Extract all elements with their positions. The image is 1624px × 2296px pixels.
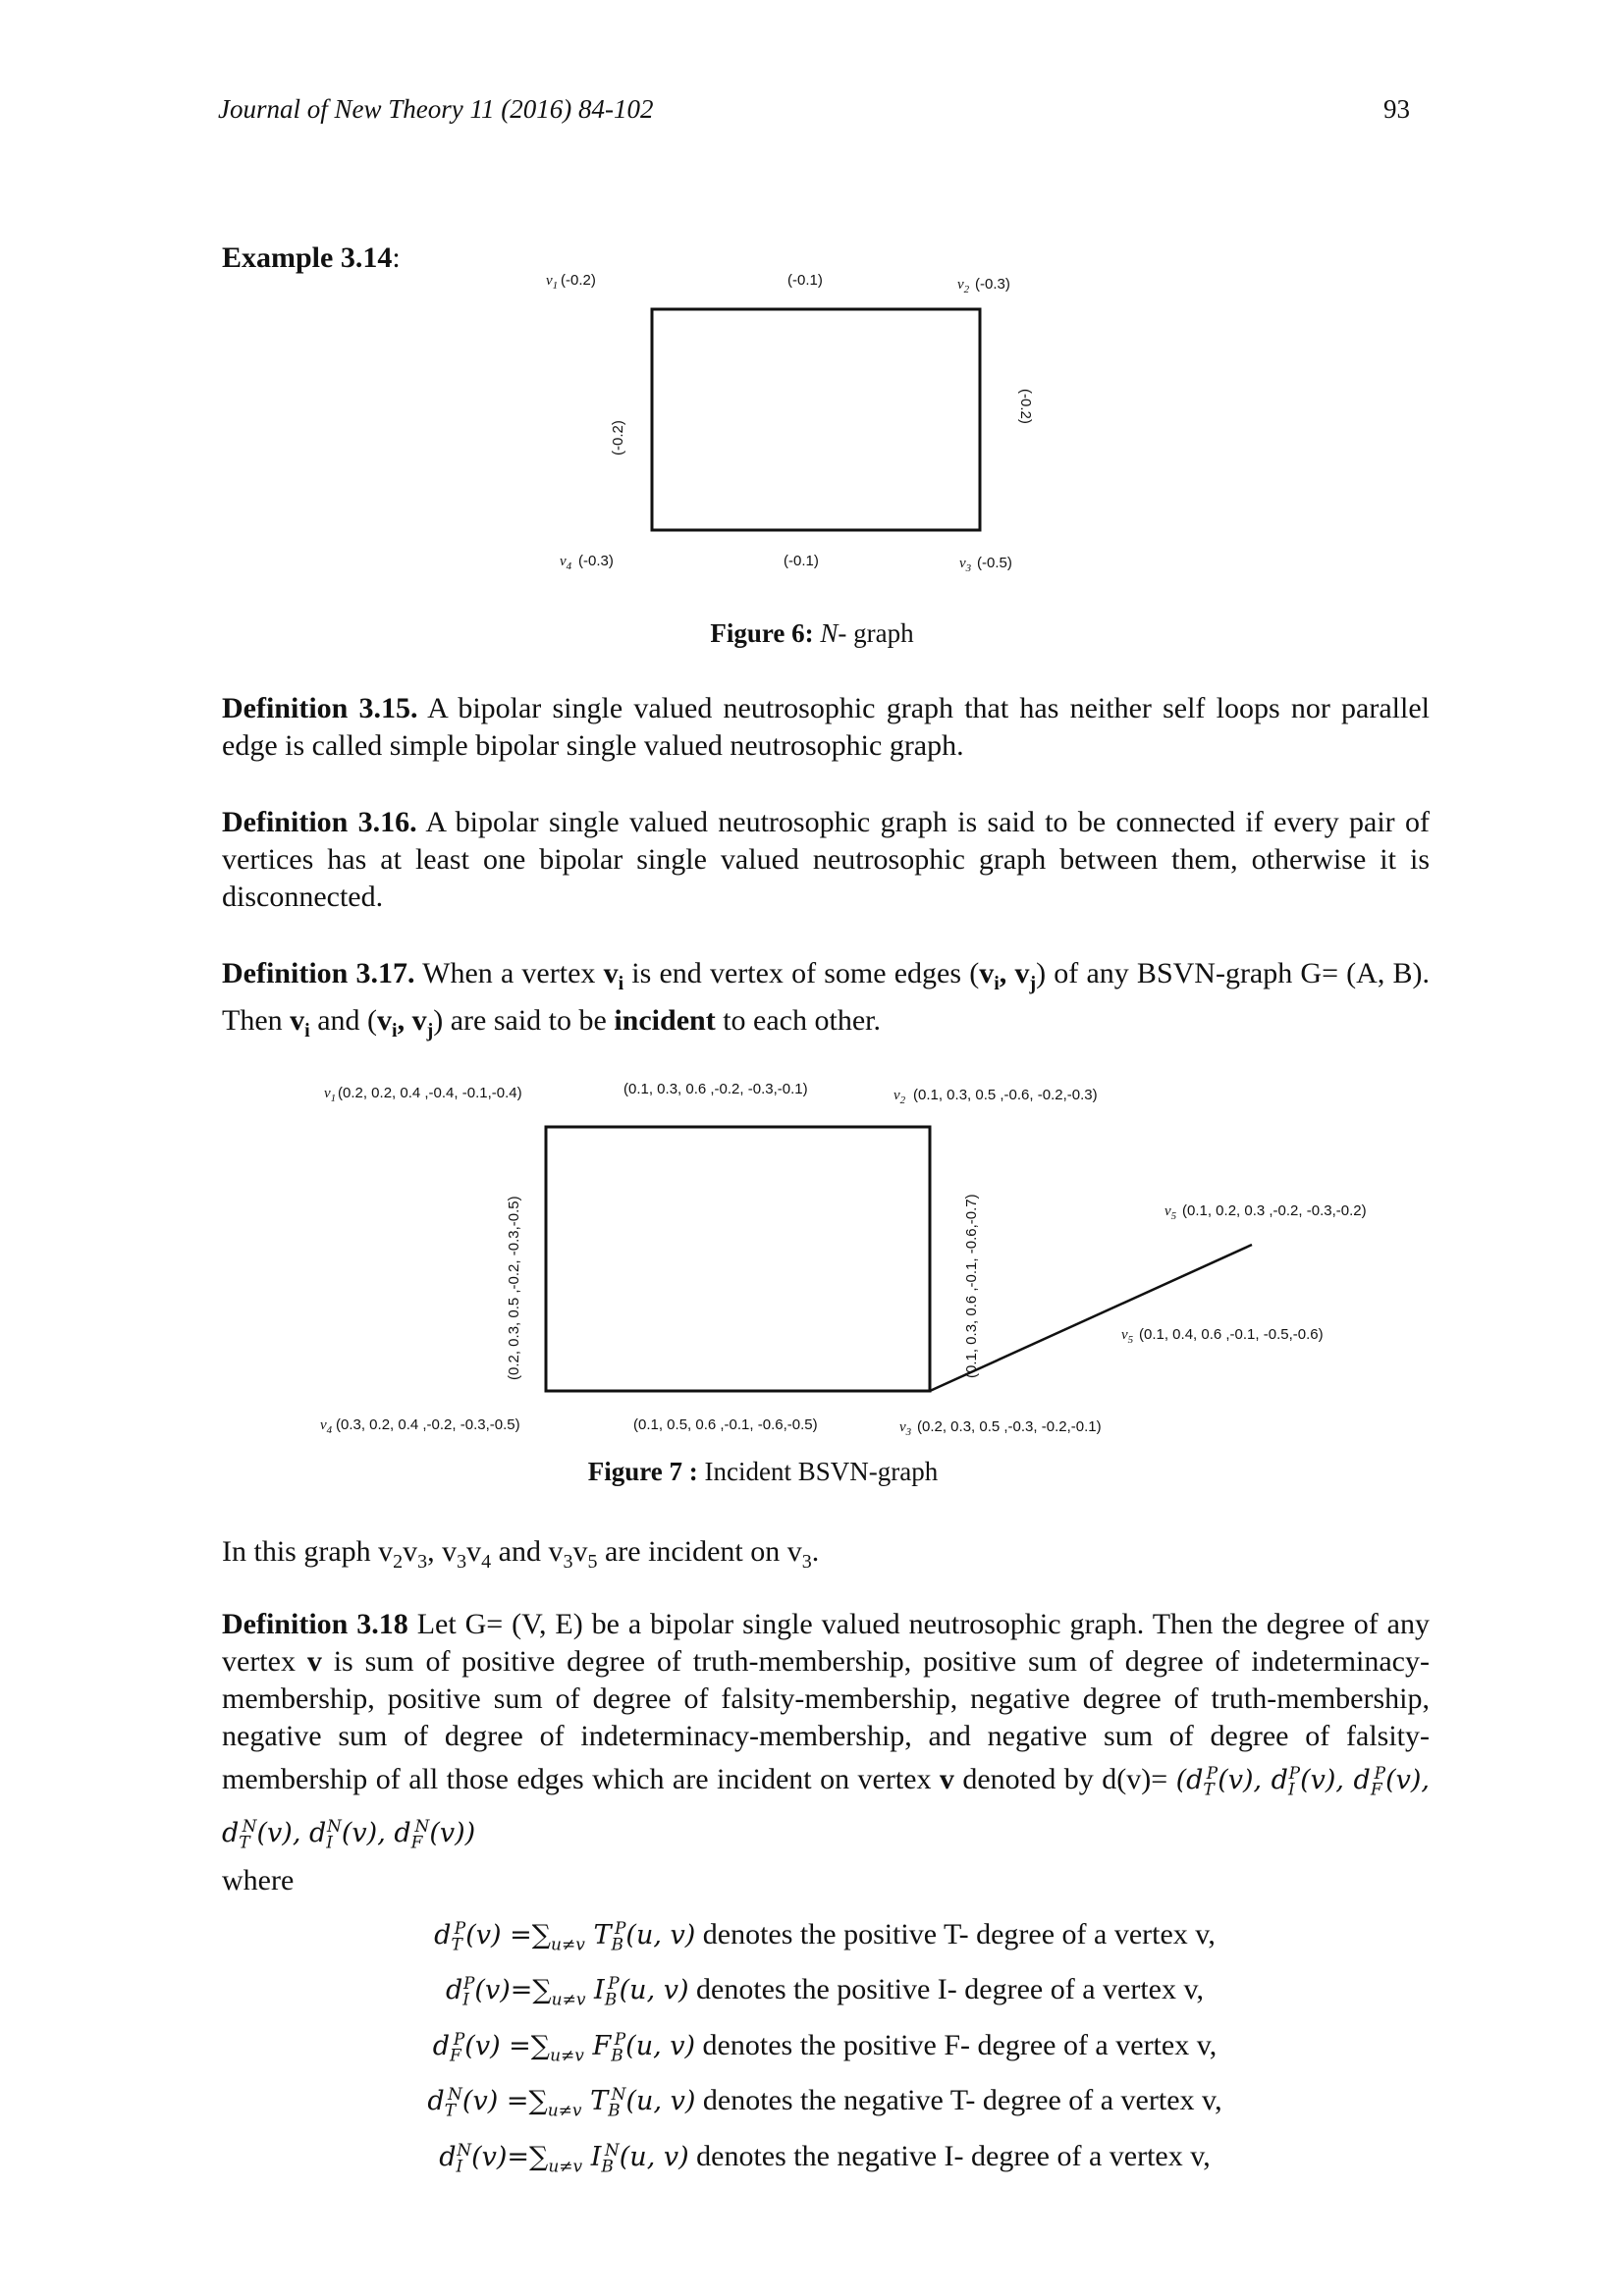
definition-3-16-text: A bipolar single valued neutrosophic graph is said to be connected if every pair of vertices has at least one bipolar single valued neutrosophic graph between them, otherwise it is disconnected. [222,806,1430,913]
formula-description: denotes the positive T- degree of a vertex v, [702,1918,1216,1950]
definition-3-18-text-1: Let G= (V, E) be a bipolar single valued neutrosophic graph. Then the degree of any vertex [222,1608,1430,1678]
incident-text-2: and [491,1535,549,1568]
math-v2v3: $v_2v_3$, $v_3v_4$ [378,1535,492,1573]
vertex-v1-name: $v_1$ [546,273,559,292]
definition-3-17-text-1: When a vertex [414,957,604,989]
vertex-v4-label: (0.3, 0.2, 0.4 ,-0.2, -0.3,-0.5) [336,1416,520,1433]
formula-row: $d_I^N(v)=\sum_{u\ne v}$ $I_B^N(u$, v) denotes the negative I- degree of a vertex v, [439,2139,1211,2176]
definition-3-18-where: where [222,1863,295,1896]
incident-sentence [222,1533,1430,1580]
vertex-v4-name: $v_4$ [560,554,572,572]
page-number: 93 [1383,94,1410,124]
incident-text-3: are incident on [597,1535,787,1568]
vertex-v2-name: $v_2$ [957,277,970,295]
edge-v1v4-label: (-0.2) [610,420,626,455]
edge-v3v4-label: (-0.1) [784,553,819,569]
figure-7-caption-label: Figure 7 : [587,1457,698,1486]
formula-description: denotes the positive F- degree of a vertex v, [702,2028,1218,2061]
example-label: Example 3.14 [222,241,393,274]
vertex-v2-label: (-0.3) [975,276,1010,293]
definition-3-17-text-5: ) are said to be [433,1004,615,1037]
vertex-v3-name: $v_3$ [959,556,972,574]
definition-3-17-text-3: ) of any BSVN-graph G= (A, B). Then [222,957,1430,1037]
degree-formulas [334,1909,1316,2186]
math-vi-vj-2: $v_i$, $v_j$ [377,1004,434,1041]
definition-3-18-text-2: is sum of positive degree of truth-membership, positive sum of degree of indeterminacy-membership, positive sum of degree of falsity-membership, negative degree of truth-membership, negative sum of degree of indeterminacy-membership, and negative sum of degree of falsity-membership of all those edges which are incident on vertex [222,1645,1430,1795]
vertex-v3-label: (0.2, 0.3, 0.5 ,-0.3, -0.2,-0.1) [917,1418,1102,1435]
definition-3-18-label: Definition 3.18 [222,1608,408,1640]
definition-3-17-text-2: is end vertex of some edges ( [623,957,980,989]
edge-v3v5-name: $v_5$ [1121,1327,1134,1346]
definition-3-15 [222,690,1430,765]
definition-3-17-label: Definition 3.17. [222,957,415,989]
figure-7-caption [468,1457,1057,1487]
math-v3: $v_3$. [786,1535,820,1573]
vertex-v5-name: $v_5$ [1164,1203,1177,1222]
edge-v1v2-label: (0.1, 0.3, 0.6 ,-0.2, -0.3,-0.1) [623,1081,808,1097]
vertex-v2-name: $v_2$ [893,1088,906,1106]
definition-3-17-text-4: and ( [309,1004,378,1037]
formula-description: denotes the positive I- degree of a vertex v, [696,1973,1205,2006]
edge-v2v3-label: (0.1, 0.3, 0.6 ,-0.1, -0.6,-0.7) [963,1194,980,1378]
edge-v2v3-label: (-0.2) [1017,389,1034,424]
figure-6-caption-rest: - graph [838,618,914,648]
edge-v1v2-label: (-0.1) [787,272,823,289]
running-header: Journal of New Theory 11 (2016) 84-102 [218,94,654,124]
vertex-v1-name: $v_1$ [324,1086,337,1104]
definition-3-18 [222,1606,1430,1899]
definition-3-17-text-6: to each other. [715,1004,881,1037]
vertex-v3-name: $v_3$ [899,1419,912,1438]
formula-row: $d_T^P(v) =\sum_{u\ne v}$ $T_B^P(u$, v) denotes the positive T- degree of a vertex v, [434,1918,1216,1955]
vertex-v1-label: (-0.2) [561,272,596,289]
figure-6-caption [616,618,1008,649]
math-vi-2: $v_i$ [290,1004,310,1041]
definition-3-16-label: Definition 3.16. [222,806,417,838]
incident-text-1: In this graph [222,1535,379,1568]
vertex-v5-label: (0.1, 0.2, 0.3 ,-0.2, -0.3,-0.2) [1182,1202,1367,1219]
math-v-bold: v [306,1645,322,1678]
definition-3-16 [222,804,1430,916]
formula-row: $d_I^P(v)=\sum_{u\ne v}$ $I_B^P(u$, v) denotes the positive I- degree of a vertex v, [445,1973,1205,2010]
figure-6-caption-label: Figure 6: [710,618,814,648]
figure-7-caption-rest: Incident BSVN-graph [697,1457,939,1486]
definition-3-17 [222,955,1430,1049]
formula-description: denotes the negative T- degree of a vertex v, [702,2084,1222,2117]
degree-tuple: ($d_T^P(v)$, $d_I^P(v)$, $d_F^P(v)$, $d_T^N(v)$, $d_I^N(v)$, $d_F^N(v)$) [222,1764,1430,1853]
edge-v3v4-label: (0.1, 0.5, 0.6 ,-0.1, -0.6,-0.5) [633,1416,818,1433]
figure-6-caption-italic: N [820,618,839,648]
vertex-v4-label: (-0.3) [578,553,614,569]
formula-row: $d_T^N(v) =\sum_{u\ne v}$ $T_B^N(u$, v) denotes the negative T- degree of a vertex v, [427,2084,1222,2121]
vertex-v1-label: (0.2, 0.2, 0.4 ,-0.4, -0.1,-0.4) [338,1085,522,1101]
formula-description: denotes the negative I- degree of a vertex v, [696,2139,1211,2172]
math-vi: $v_i$ [603,957,624,994]
math-v3v5: $v_3v_5$ [548,1535,598,1573]
example-colon: : [392,241,401,274]
graph-edges-square [652,309,980,530]
definition-3-15-label: Definition 3.15. [222,692,418,724]
math-vi-vj: $v_i$, $v_j$ [979,957,1037,994]
definition-3-15-text: A bipolar single valued neutrosophic graph that has neither self loops nor parallel edge is called simple bipolar single valued neutrosophic graph. [222,692,1430,762]
math-v-bold-2: v [939,1763,954,1795]
vertex-v3-label: (-0.5) [977,555,1012,571]
figure-7-graph [314,1070,1414,1443]
vertex-v4-name: $v_4$ [320,1417,333,1436]
definition-3-17-incident: incident [614,1004,716,1037]
graph-edges-rectangle [546,1127,930,1391]
figure-6-graph [530,265,1060,589]
definition-3-18-text-3: denoted by d(v)= [953,1763,1176,1795]
edge-v1v4-label: (0.2, 0.3, 0.5 ,-0.2, -0.3,-0.5) [506,1196,522,1380]
vertex-v2-label: (0.1, 0.3, 0.5 ,-0.6, -0.2,-0.3) [913,1087,1098,1103]
edge-v3v5-label: (0.1, 0.4, 0.6 ,-0.1, -0.5,-0.6) [1139,1326,1324,1343]
formula-row: $d_F^P(v) =\sum_{u\ne v}$ $F_B^P(u$, v) denotes the positive F- degree of a vertex v, [432,2028,1218,2066]
